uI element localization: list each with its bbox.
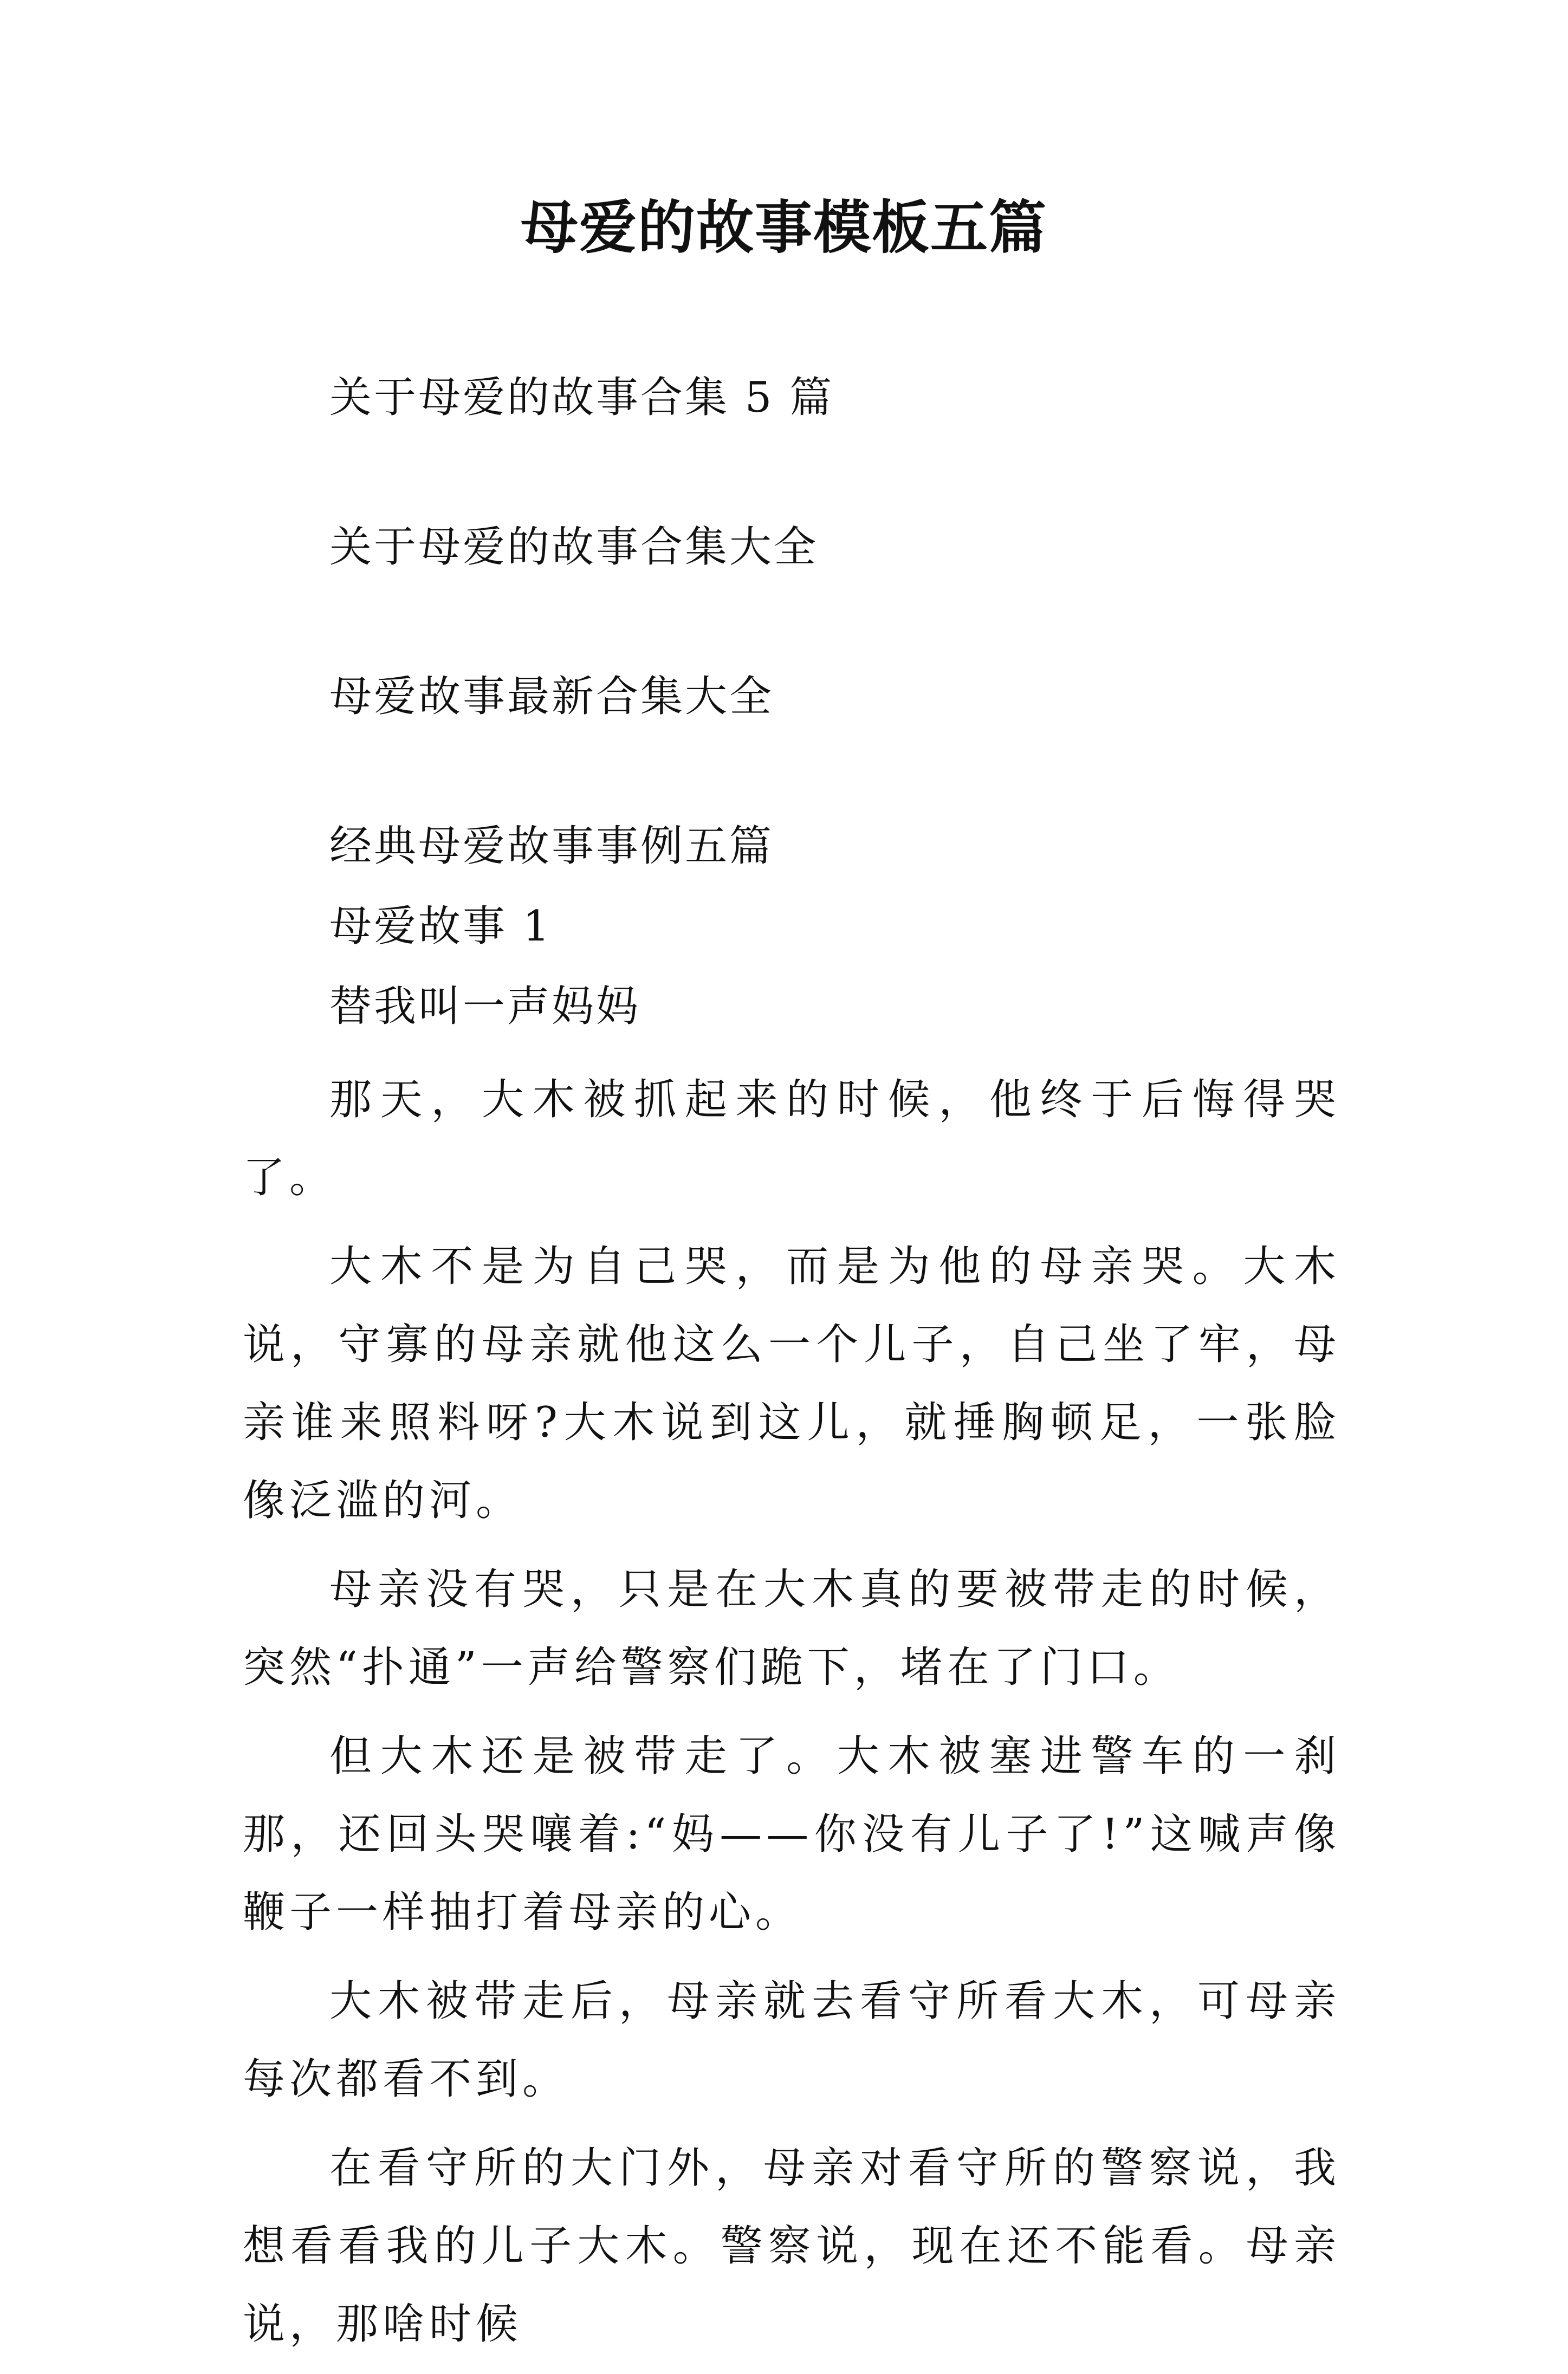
- story-paragraph: 母亲没有哭，只是在大木真的要被带走的时候，突然“扑通”一声给警察们跪下，堵在了门口。: [243, 1565, 1340, 1692]
- story-paragraph: 大木被带走后，母亲就去看守所看大木，可母亲每次都看不到。: [243, 1977, 1340, 2104]
- related-article-item: 关于母爱的故事合集 5 篇: [329, 373, 834, 422]
- related-article-item: 关于母爱的故事合集大全: [329, 523, 819, 572]
- related-article-item: 母爱故事最新合集大全: [329, 672, 774, 721]
- related-articles-list: [243, 372, 1340, 872]
- document-title: 母爱的故事模板五篇: [521, 193, 1047, 261]
- story-paragraph: 那天，大木被抓起来的时候，他终于后悔得哭了。: [243, 1075, 1340, 1202]
- story-paragraph: 在看守所的大门外，母亲对看守所的警察说，我想看看我的儿子大木。警察说，现在还不能看。母亲说，那啥时候: [243, 2144, 1340, 2349]
- section-label: 母爱故事 1: [329, 902, 552, 951]
- document-body: [243, 372, 1340, 2374]
- related-article-item: 经典母爱故事事例五篇: [329, 822, 774, 871]
- story-paragraph: 但大木还是被带走了。大木被塞进警车的一刹那，还回头哭嚷着:“妈——你没有儿子了!”这喊声像鞭子一样抽打着母亲的心。: [243, 1732, 1340, 1937]
- story-title: 替我叫一声妈妈: [329, 982, 641, 1031]
- story-paragraph: 大木不是为自己哭，而是为他的母亲哭。大木说，守寡的母亲就他这么一个儿子，自己坐了牢，母亲谁来照料呀?大木说到这儿，就捶胸顿足，一张脸像泛滥的河。: [243, 1242, 1340, 1525]
